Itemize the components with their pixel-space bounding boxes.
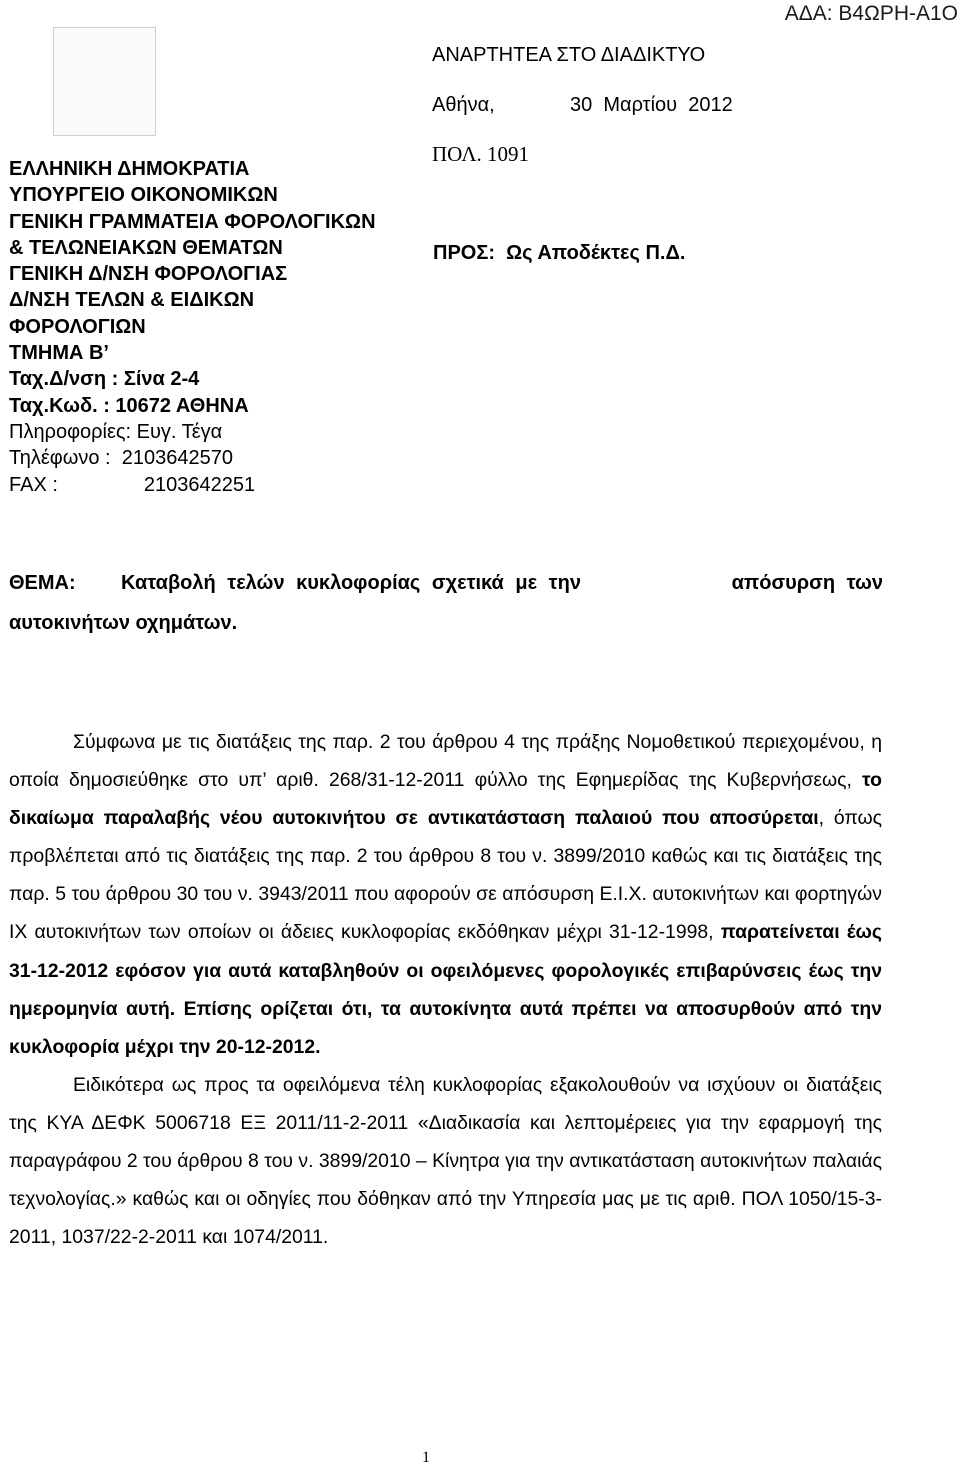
sender-line: ΕΛΛΗΝΙΚΗ ΔΗΜΟΚΡΑΤΙΑ <box>9 158 250 180</box>
subject-line-2: αυτοκινήτων οχημάτων. <box>9 612 238 634</box>
sender-line: ΓΕΝΙΚΗ ΓΡΑΜΜΑΤΕΙΑ ΦΟΡΟΛΟΓΙΚΩΝ <box>9 210 376 233</box>
subject-text: Καταβολή τελών κυκλοφορίας σχετικά με την <box>121 572 581 594</box>
fax-line <box>9 472 376 498</box>
date-line <box>432 94 733 117</box>
p2-text: Ειδικότερα ως προς τα οφειλόμενα τέλη κυκλοφορίας εξακολουθούν να ισχύουν οι διατάξεις της ΚΥΑ ΔΕΦΚ 5006718 ΕΞ 2011/11-2-2011 «Διαδικασία και λεπτομέρειες για την εφαρμογή της παραγράφου 2 του άρθρου 8 του ν. 3899/2010 – Κίνητρα για την αντικατάσταση αυτοκινήτων παλαιάς τεχνολογίας.» καθώς και οι οδηγίες που δόθηκαν από την Υπηρεσία μας με τις αριθ. ΠΟΛ 1050/15-3-2011, 1037/22-2-2011 και 1074/2011. <box>9 1073 882 1249</box>
sender-line: & ΤΕΛΩΝΕΙΑΚΩΝ ΘΕΜΑΤΩΝ <box>9 236 283 259</box>
subject-tail: απόσυρση των <box>731 572 883 594</box>
place: Αθήνα, <box>432 94 495 116</box>
sender-line: ΓΕΝΙΚΗ Δ/ΝΣΗ ΦΟΡΟΛΟΓΙΑΣ <box>9 263 288 286</box>
body-text <box>9 723 882 1256</box>
sender-line: Τηλέφωνο : 2103642570 <box>9 447 233 470</box>
fax-label: FAX : <box>9 473 58 496</box>
paragraph-2 <box>9 1066 882 1256</box>
paragraph-1 <box>9 723 882 1066</box>
date: 30 Μαρτίου 2012 <box>570 94 733 116</box>
p1-bold-d: παρατείνεται έως 31-12-2012 εφόσον για αυτά καταβληθούν οι οφειλόμενες φορολογικές επιβαρύνσεις έως την ημερομηνία αυτή. Επίσης ορίζεται ότι, τα αυτοκίνητα αυτά πρέπει να αποσυρθούν από την κυκλοφορία μέχρι την 20-12-2012. <box>9 921 882 1058</box>
ada-code: ΑΔΑ: Β4ΩΡΗ-Α1Ο <box>784 2 958 25</box>
subject-label: ΘΕΜΑ: <box>9 572 76 594</box>
posting-notice: ΑΝΑΡΤΗΤΕΑ ΣΤΟ ΔΙΑΔΙΚΤΥΟ <box>432 44 706 66</box>
fax-value: 2103642251 <box>143 473 256 496</box>
sender-block <box>9 156 376 498</box>
sender-line: Δ/ΝΣΗ ΤΕΛΩΝ & ΕΙΔΙΚΩΝ <box>9 289 255 312</box>
pol-number: ΠΟΛ. 1091 <box>432 142 530 166</box>
sender-line: ΦΟΡΟΛΟΓΙΩΝ <box>9 315 146 338</box>
page-number: 1 <box>422 1449 430 1466</box>
p1-bold-b: το δικαίωμα παραλαβής νέου αυτοκινήτου σε αντικατάσταση παλαιού που αποσύρεται <box>9 769 882 830</box>
p1-text-c: , όπως προβλέπεται από τις διατάξεις της παρ. 2 του άρθρου 8 του ν. 3899/2010 καθώς και τις διατάξεις της παρ. 5 του άρθρου 30 του ν. 3943/2011 που αφορούν σε απόσυρση Ε.Ι.Χ. αυτοκινήτων και φορτηγών ΙΧ αυτοκινήτων των οποίων οι άδειες κυκλοφορίας εκδόθηκαν μέχρι 31-12-1998, <box>9 807 883 944</box>
emblem-placeholder <box>53 27 156 136</box>
recipients: ΠΡΟΣ: Ως Αποδέκτες Π.Δ. <box>433 242 686 264</box>
sender-line: Ταχ.Κωδ. : 10672 ΑΘΗΝΑ <box>9 394 249 417</box>
sender-line: ΥΠΟΥΡΓΕΙΟ ΟΙΚΟΝΟΜΙΚΩΝ <box>9 184 278 207</box>
sender-line: Ταχ.Δ/νση : Σίνα 2-4 <box>9 368 200 391</box>
sender-line: Πληροφορίες: Ευγ. Τέγα <box>9 420 223 443</box>
sender-line: ΤΜΗΜΑ Β’ <box>9 342 109 365</box>
p1-text-a: Σύμφωνα με τις διατάξεις της παρ. 2 του άρθρου 4 της πράξης Νομοθετικού περιεχομένου, η οποία δημοσιεύθηκε στο υπ’ αριθ. 268/31-12-2011 φύλλο της Εφημερίδας της Κυβερνήσεως, <box>9 731 882 792</box>
